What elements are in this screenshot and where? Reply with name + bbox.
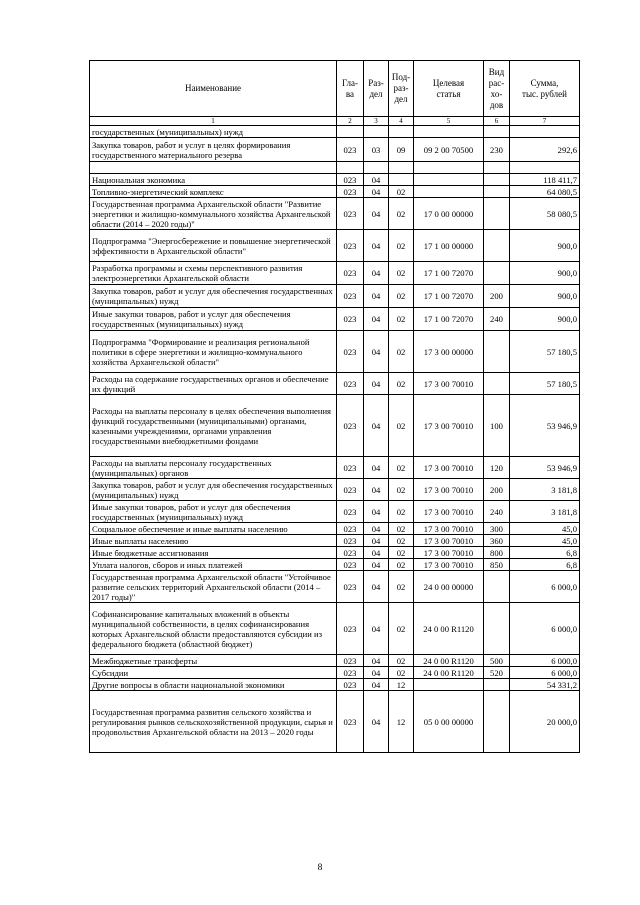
cell-name: Государственная программа развития сельского хозяйства и регулирования рынков сельскохозяйственной продукции, сырья и продовольствия Архангельской области на 2013 – 2020 годы	[90, 691, 337, 753]
cell-glava: 023	[337, 230, 364, 262]
cell-podrazdel: 02	[389, 395, 414, 457]
cell-glava: 023	[337, 523, 364, 535]
cell-target-article: 17 3 00 70010	[414, 501, 484, 523]
cell-sum: 54 331,2	[510, 679, 580, 691]
cell-name: Разработка программы и схемы перспективного развития электроэнергетики Архангельской области	[90, 262, 337, 285]
cell-expense-type: 200	[484, 285, 510, 308]
cell-name: Подпрограмма "Энергосбережение и повышение энергетической эффективности в Архангельской области"	[90, 230, 337, 262]
cell-podrazdel: 02	[389, 373, 414, 395]
cell-target-article	[414, 126, 484, 138]
table-row	[90, 655, 580, 667]
cell-razdel: 04	[364, 571, 389, 603]
table-row	[90, 479, 580, 501]
table-row	[90, 162, 580, 174]
cell-sum: 6 000,0	[510, 603, 580, 655]
cell-sum: 6,8	[510, 559, 580, 571]
cell-name: Межбюджетные трансферты	[90, 655, 337, 667]
cell-podrazdel: 02	[389, 535, 414, 547]
cell-target-article: 17 1 00 72070	[414, 285, 484, 308]
table-row	[90, 308, 580, 331]
cell-podrazdel: 02	[389, 479, 414, 501]
header-expense-type: Вид рас- хо- дов	[484, 61, 510, 117]
cell-name: Закупка товаров, работ и услуг для обеспечения государственных (муниципальных) нужд	[90, 285, 337, 308]
cell-name: Иные выплаты населению	[90, 535, 337, 547]
cell-name: Уплата налогов, сборов и иных платежей	[90, 559, 337, 571]
cell-podrazdel: 02	[389, 547, 414, 559]
cell-expense-type	[484, 174, 510, 186]
cell-expense-type	[484, 126, 510, 138]
cell-name: Другие вопросы в области национальной экономики	[90, 679, 337, 691]
cell-glava: 023	[337, 457, 364, 479]
header-razdel: Раз- дел	[364, 61, 389, 117]
cell-name: Субсидии	[90, 667, 337, 679]
cell-glava: 023	[337, 571, 364, 603]
cell-expense-type	[484, 162, 510, 174]
cell-razdel: 04	[364, 285, 389, 308]
cell-target-article: 17 3 00 70010	[414, 535, 484, 547]
cell-razdel	[364, 162, 389, 174]
cell-podrazdel: 02	[389, 667, 414, 679]
cell-name: Иные закупки товаров, работ и услуг для обеспечения государственных (муниципальных) нужд	[90, 501, 337, 523]
cell-podrazdel: 02	[389, 262, 414, 285]
cell-target-article: 17 1 00 72070	[414, 308, 484, 331]
cell-razdel: 03	[364, 138, 389, 162]
cell-target-article: 24 0 00 R1120	[414, 655, 484, 667]
budget-table	[89, 60, 580, 753]
cell-glava: 023	[337, 547, 364, 559]
cell-target-article: 24 0 00 R1120	[414, 603, 484, 655]
cell-expense-type	[484, 603, 510, 655]
table-row	[90, 691, 580, 753]
cell-podrazdel: 02	[389, 457, 414, 479]
cell-podrazdel: 09	[389, 138, 414, 162]
cell-sum: 53 946,9	[510, 457, 580, 479]
cell-podrazdel: 02	[389, 198, 414, 230]
cell-sum: 900,0	[510, 262, 580, 285]
cell-glava: 023	[337, 186, 364, 198]
table-row	[90, 571, 580, 603]
cell-razdel: 04	[364, 559, 389, 571]
cell-podrazdel: 02	[389, 308, 414, 331]
cell-sum: 57 180,5	[510, 331, 580, 373]
cell-target-article: 17 1 00 00000	[414, 230, 484, 262]
column-number: 2	[337, 117, 364, 126]
cell-expense-type: 850	[484, 559, 510, 571]
cell-sum: 3 181,8	[510, 501, 580, 523]
table-row	[90, 603, 580, 655]
cell-razdel: 04	[364, 547, 389, 559]
table-row	[90, 186, 580, 198]
cell-target-article: 17 3 00 70010	[414, 559, 484, 571]
cell-podrazdel: 02	[389, 230, 414, 262]
cell-sum: 6 000,0	[510, 667, 580, 679]
cell-podrazdel: 12	[389, 691, 414, 753]
cell-name: Иные закупки товаров, работ и услуг для обеспечения государственных (муниципальных) нужд	[90, 308, 337, 331]
header-podrazdel: Под- раз- дел	[389, 61, 414, 117]
cell-target-article: 17 3 00 00000	[414, 331, 484, 373]
table-row	[90, 230, 580, 262]
header-name: Наименование	[90, 61, 337, 117]
cell-razdel: 04	[364, 679, 389, 691]
cell-sum: 900,0	[510, 230, 580, 262]
cell-name	[90, 162, 337, 174]
table-row	[90, 198, 580, 230]
cell-expense-type: 240	[484, 501, 510, 523]
cell-target-article	[414, 162, 484, 174]
table-row	[90, 457, 580, 479]
cell-razdel: 04	[364, 479, 389, 501]
cell-glava	[337, 162, 364, 174]
cell-sum: 58 080,5	[510, 198, 580, 230]
cell-name: Расходы на выплаты персоналу в целях обеспечения выполнения функций государственными (муниципальными) органами, казенными учреждениями, органами управления государственными внебюджетными фондами	[90, 395, 337, 457]
cell-name: Национальная экономика	[90, 174, 337, 186]
column-number-row	[90, 117, 580, 126]
table-row	[90, 535, 580, 547]
cell-glava: 023	[337, 679, 364, 691]
cell-razdel: 04	[364, 501, 389, 523]
cell-target-article: 17 0 00 00000	[414, 198, 484, 230]
cell-razdel: 04	[364, 395, 389, 457]
page-number: 8	[317, 863, 323, 873]
cell-name: Софинансирование капитальных вложений в объекты муниципальной собственности, в целях софинансирования которых Архангельской области предоставляются субсидии из федерального бюджета (областной бюджет)	[90, 603, 337, 655]
cell-razdel: 04	[364, 308, 389, 331]
cell-razdel: 04	[364, 691, 389, 753]
cell-glava: 023	[337, 285, 364, 308]
table-row	[90, 174, 580, 186]
cell-expense-type	[484, 679, 510, 691]
cell-podrazdel: 02	[389, 331, 414, 373]
column-number: 4	[389, 117, 414, 126]
cell-name: Расходы на содержание государственных органов и обеспечение их функций	[90, 373, 337, 395]
cell-name: Социальное обеспечение и иные выплаты населению	[90, 523, 337, 535]
header-glava: Гла- ва	[337, 61, 364, 117]
cell-sum: 900,0	[510, 308, 580, 331]
cell-expense-type	[484, 373, 510, 395]
cell-expense-type: 240	[484, 308, 510, 331]
cell-target-article: 17 3 00 70010	[414, 523, 484, 535]
cell-expense-type: 230	[484, 138, 510, 162]
cell-target-article: 17 3 00 70010	[414, 395, 484, 457]
cell-expense-type	[484, 262, 510, 285]
column-number: 3	[364, 117, 389, 126]
table-row	[90, 262, 580, 285]
cell-sum: 6 000,0	[510, 571, 580, 603]
cell-expense-type	[484, 571, 510, 603]
cell-expense-type: 520	[484, 667, 510, 679]
cell-name: Иные бюджетные ассигнования	[90, 547, 337, 559]
cell-podrazdel: 02	[389, 186, 414, 198]
cell-podrazdel	[389, 126, 414, 138]
cell-sum: 20 000,0	[510, 691, 580, 753]
cell-glava: 023	[337, 308, 364, 331]
cell-target-article: 17 3 00 70010	[414, 479, 484, 501]
cell-glava: 023	[337, 535, 364, 547]
cell-glava: 023	[337, 603, 364, 655]
cell-target-article: 05 0 00 00000	[414, 691, 484, 753]
cell-glava: 023	[337, 262, 364, 285]
column-number: 5	[414, 117, 484, 126]
cell-target-article: 17 3 00 70010	[414, 373, 484, 395]
cell-expense-type	[484, 331, 510, 373]
cell-razdel: 04	[364, 230, 389, 262]
cell-name: Государственная программа Архангельской области "Устойчивое развитие сельских территорий Архангельской области (2014 – 2017 годы)"	[90, 571, 337, 603]
cell-razdel: 04	[364, 655, 389, 667]
cell-glava	[337, 126, 364, 138]
cell-sum: 6,8	[510, 547, 580, 559]
cell-sum: 45,0	[510, 523, 580, 535]
cell-expense-type: 360	[484, 535, 510, 547]
cell-target-article: 17 3 00 70010	[414, 547, 484, 559]
column-number: 1	[90, 117, 337, 126]
cell-expense-type: 120	[484, 457, 510, 479]
cell-glava: 023	[337, 331, 364, 373]
cell-expense-type	[484, 198, 510, 230]
table-body	[90, 126, 580, 753]
header-target-article: Целевая статья	[414, 61, 484, 117]
column-number: 7	[510, 117, 580, 126]
cell-name: Топливно-энергетический комплекс	[90, 186, 337, 198]
cell-podrazdel: 02	[389, 501, 414, 523]
table-row	[90, 679, 580, 691]
cell-glava: 023	[337, 138, 364, 162]
cell-razdel: 04	[364, 667, 389, 679]
table-row	[90, 667, 580, 679]
cell-sum	[510, 126, 580, 138]
cell-sum	[510, 162, 580, 174]
cell-podrazdel	[389, 174, 414, 186]
cell-expense-type: 500	[484, 655, 510, 667]
cell-sum: 57 180,5	[510, 373, 580, 395]
cell-expense-type	[484, 230, 510, 262]
cell-glava: 023	[337, 655, 364, 667]
cell-target-article	[414, 186, 484, 198]
cell-razdel: 04	[364, 535, 389, 547]
cell-razdel	[364, 126, 389, 138]
cell-name: государственных (муниципальных) нужд	[90, 126, 337, 138]
cell-razdel: 04	[364, 198, 389, 230]
cell-sum: 900,0	[510, 285, 580, 308]
cell-podrazdel: 12	[389, 679, 414, 691]
cell-razdel: 04	[364, 174, 389, 186]
cell-name: Расходы на выплаты персоналу государственных (муниципальных) органов	[90, 457, 337, 479]
cell-expense-type: 300	[484, 523, 510, 535]
cell-name: Государственная программа Архангельской области "Развитие энергетики и жилищно-коммунального хозяйства Архангельской области (2014 – 2020 годы)"	[90, 198, 337, 230]
cell-glava: 023	[337, 667, 364, 679]
cell-sum: 45,0	[510, 535, 580, 547]
cell-target-article: 17 3 00 70010	[414, 457, 484, 479]
cell-glava: 023	[337, 174, 364, 186]
cell-target-article: 09 2 00 70500	[414, 138, 484, 162]
header-sum: Сумма, тыс. рублей	[510, 61, 580, 117]
cell-target-article: 24 0 00 R1120	[414, 667, 484, 679]
cell-target-article	[414, 174, 484, 186]
cell-glava: 023	[337, 198, 364, 230]
table-row	[90, 395, 580, 457]
header-row	[90, 61, 580, 117]
cell-podrazdel: 02	[389, 655, 414, 667]
cell-target-article: 24 0 00 00000	[414, 571, 484, 603]
cell-glava: 023	[337, 479, 364, 501]
table-row	[90, 373, 580, 395]
cell-expense-type: 800	[484, 547, 510, 559]
cell-razdel: 04	[364, 457, 389, 479]
cell-glava: 023	[337, 395, 364, 457]
table-row	[90, 285, 580, 308]
cell-podrazdel: 02	[389, 559, 414, 571]
budget-table-sheet	[89, 60, 579, 753]
cell-target-article: 17 1 00 72070	[414, 262, 484, 285]
cell-sum: 3 181,8	[510, 479, 580, 501]
cell-podrazdel: 02	[389, 523, 414, 535]
cell-expense-type	[484, 691, 510, 753]
column-number: 6	[484, 117, 510, 126]
cell-sum: 6 000,0	[510, 655, 580, 667]
cell-name: Закупка товаров, работ и услуг для обеспечения государственных (муниципальных) нужд	[90, 479, 337, 501]
cell-glava: 023	[337, 501, 364, 523]
cell-razdel: 04	[364, 262, 389, 285]
cell-glava: 023	[337, 691, 364, 753]
cell-razdel: 04	[364, 186, 389, 198]
table-row	[90, 501, 580, 523]
cell-razdel: 04	[364, 523, 389, 535]
cell-razdel: 04	[364, 603, 389, 655]
cell-glava: 023	[337, 373, 364, 395]
cell-expense-type: 200	[484, 479, 510, 501]
cell-sum: 53 946,9	[510, 395, 580, 457]
cell-name: Закупка товаров, работ и услуг в целях формирования государственного материального резерва	[90, 138, 337, 162]
table-row	[90, 547, 580, 559]
table-row	[90, 523, 580, 535]
cell-podrazdel: 02	[389, 603, 414, 655]
cell-podrazdel: 02	[389, 285, 414, 308]
table-row	[90, 559, 580, 571]
cell-glava: 023	[337, 559, 364, 571]
table-row	[90, 138, 580, 162]
cell-name: Подпрограмма "Формирование и реализация региональной политики в сфере энергетики и жилищно-коммунального хозяйства Архангельской области"	[90, 331, 337, 373]
table-row	[90, 126, 580, 138]
cell-podrazdel: 02	[389, 571, 414, 603]
table-row	[90, 331, 580, 373]
cell-razdel: 04	[364, 331, 389, 373]
cell-target-article	[414, 679, 484, 691]
cell-sum: 64 080,5	[510, 186, 580, 198]
cell-sum: 118 411,7	[510, 174, 580, 186]
cell-sum: 292,6	[510, 138, 580, 162]
cell-expense-type: 100	[484, 395, 510, 457]
cell-expense-type	[484, 186, 510, 198]
cell-podrazdel	[389, 162, 414, 174]
cell-razdel: 04	[364, 373, 389, 395]
